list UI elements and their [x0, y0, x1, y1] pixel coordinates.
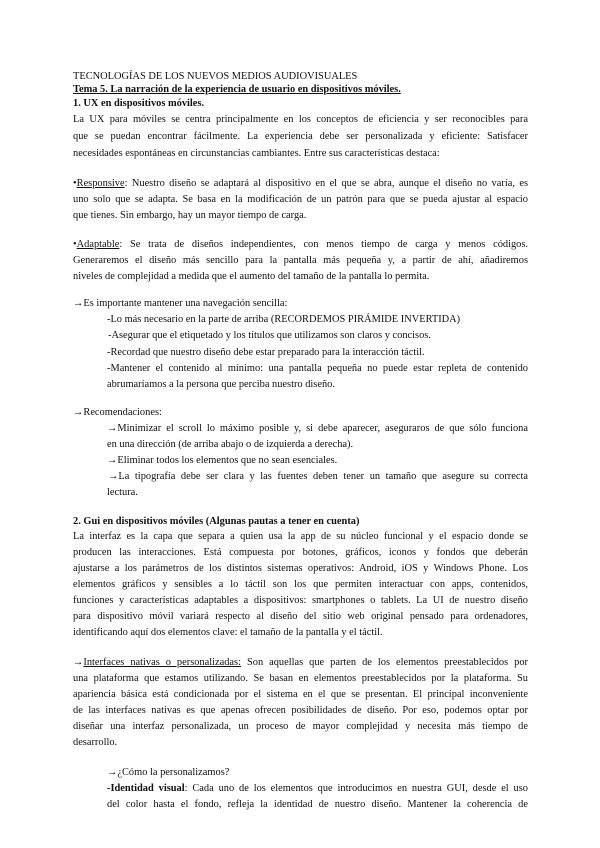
section-1-heading: 1. UX en dispositivos móviles.: [73, 98, 205, 109]
interfaces-line: [73, 656, 528, 669]
responsive-line: que tienes. Sin embargo, hay un mayor tiempo de carga.: [73, 210, 307, 221]
section-2-paragraph-line: elementos gráficos y sensibles a lo táctil son los que permiten interactuar con apps, contenidos,: [73, 579, 528, 590]
recommendation-item: lectura.: [107, 487, 138, 498]
adaptable-line: niveles de complejidad a medida que el aumento del tamaño de la pantalla lo permita.: [73, 271, 430, 282]
identity-line: del color hasta el fondo, refleja la identidad de nuestro diseño. Mantener la coherencia de: [107, 799, 528, 810]
navigation-lead: →Es importante mantener una navegación sencilla:: [73, 298, 288, 309]
interfaces-line: de las interfaces nativas es que apenas ofrecen posibilidades de diseño. Por eso, podemos optar por: [73, 705, 528, 716]
interfaces-line: diseñar una interfaz personalizada, un proceso de mayor complejidad y necesita más tiempo de: [73, 721, 528, 732]
navigation-item: abrumaríamos a la persona que perciba nuestro diseño.: [107, 379, 335, 390]
responsive-text: : Nuestro diseño se adaptará al dispositivo en el que se abra, aunque el diseño no varía, es: [124, 178, 528, 189]
interfaces-text: Son aquellas que parten de los elementos preestablecidos por: [240, 657, 528, 668]
navigation-item: -Asegurar que el etiquetado y los títulos que utilizamos son claros y concisos.: [108, 330, 431, 341]
section-2-paragraph-line: para dispositivo móvil variará respecto al diseño del sitio web original pensado para ordenadores,: [73, 611, 528, 622]
interfaces-term: Interfaces nativas o personalizadas:: [83, 657, 241, 668]
section-1-intro-line: La UX para móviles se centra principalmente en los conceptos de eficiencia y ser reconocibles para: [73, 114, 528, 125]
interfaces-line: desarrollo.: [73, 737, 118, 748]
recommendations-lead: →Recomendaciones:: [73, 407, 162, 418]
interfaces-line: apariencia básica está condicionada por el sistema en el que se presentan. El principal inconveniente: [73, 689, 528, 700]
section-2-paragraph-line: identificando aquí dos elementos clave: el tamaño de la pantalla y el táctil.: [73, 627, 383, 638]
section-1-intro-line: necesidades espontáneas en circunstancias cambiantes. Entre sus características destaca:: [73, 148, 440, 159]
course-title: TECNOLOGÍAS DE LOS NUEVOS MEDIOS AUDIOVISUALES: [73, 71, 358, 82]
section-2-paragraph-line: ajustarse a los parámetros de los distintos sistemas operativos: Android, iOS y Windows Phone. Los: [73, 563, 528, 574]
personalize-question: →¿Cómo la personalizamos?: [107, 767, 230, 778]
arrow: →: [73, 657, 84, 668]
topic-title: Tema 5. La narración de la experiencia de usuario en dispositivos móviles.: [73, 84, 401, 95]
navigation-item: -Mantener el contenido al mínimo: una pantalla pequeña no puede estar repleta de contenido: [107, 363, 528, 374]
bullet: •: [73, 239, 77, 250]
identity-line: [107, 782, 528, 795]
responsive-term: Responsive: [76, 178, 125, 189]
section-1-intro-line: que se puedan encontrar fácilmente. La experiencia debe ser personalizada y eficiente: Satisfacer: [73, 131, 528, 142]
bullet: •: [73, 178, 77, 189]
section-2-paragraph-line: La interfaz es la capa que separa a quien usa la app de su núcleo funcional y el espacio donde se: [73, 531, 528, 542]
navigation-item: -Recordad que nuestro diseño debe estar preparado para la interacción táctil.: [107, 347, 425, 358]
interfaces-line: una plataforma que estamos utilizando. Se basan en elementos preestablecidos por la plataforma. Su: [73, 673, 528, 684]
section-2-heading: 2. Gui en dispositivos móviles (Algunas pautas a tener en cuenta): [73, 516, 360, 527]
adaptable-line: [73, 238, 528, 251]
section-2-paragraph-line: producen las interacciones. Está compuesta por botones, gráficos, iconos y fondos que deberán: [73, 547, 528, 558]
recommendation-item: en una dirección (de arriba abajo o de izquierda a derecha).: [107, 439, 354, 450]
recommendation-item: →Minimizar el scroll lo máximo posible y, si debe aparecer, aseguraros de que sólo funciona: [107, 423, 528, 434]
recommendation-item: →Eliminar todos los elementos que no sean esenciales.: [107, 455, 338, 466]
adaptable-line: Generaremos el diseño más sencillo para la pantalla más pequeña y, a partir de ahí, añadiremos: [73, 255, 528, 266]
recommendation-item: →La tipografía debe ser clara y las fuentes deben tener un tamaño que asegure su correcta: [108, 471, 528, 482]
section-2-paragraph-line: funciones y características adaptables a dispositivos: smartphones o tablets. La UI de nuestro diseño: [73, 595, 528, 606]
responsive-line: uno solo que se adapta. Se basa en la modificación de un patrón para que se pueda ajustar al espacio: [73, 194, 528, 205]
responsive-line: [73, 177, 528, 190]
identity-text: : Cada uno de los elementos que introducimos en nuestra GUI, desde el uso: [184, 783, 528, 794]
identity-term: -Identidad visual: [107, 783, 185, 794]
navigation-item: -Lo más necesario en la parte de arriba (RECORDEMOS PIRÁMIDE INVERTIDA): [107, 314, 461, 325]
adaptable-text: : Se trata de diseños independientes, con menos tiempo de carga y menos códigos.: [119, 239, 528, 250]
adaptable-term: Adaptable: [76, 239, 120, 250]
